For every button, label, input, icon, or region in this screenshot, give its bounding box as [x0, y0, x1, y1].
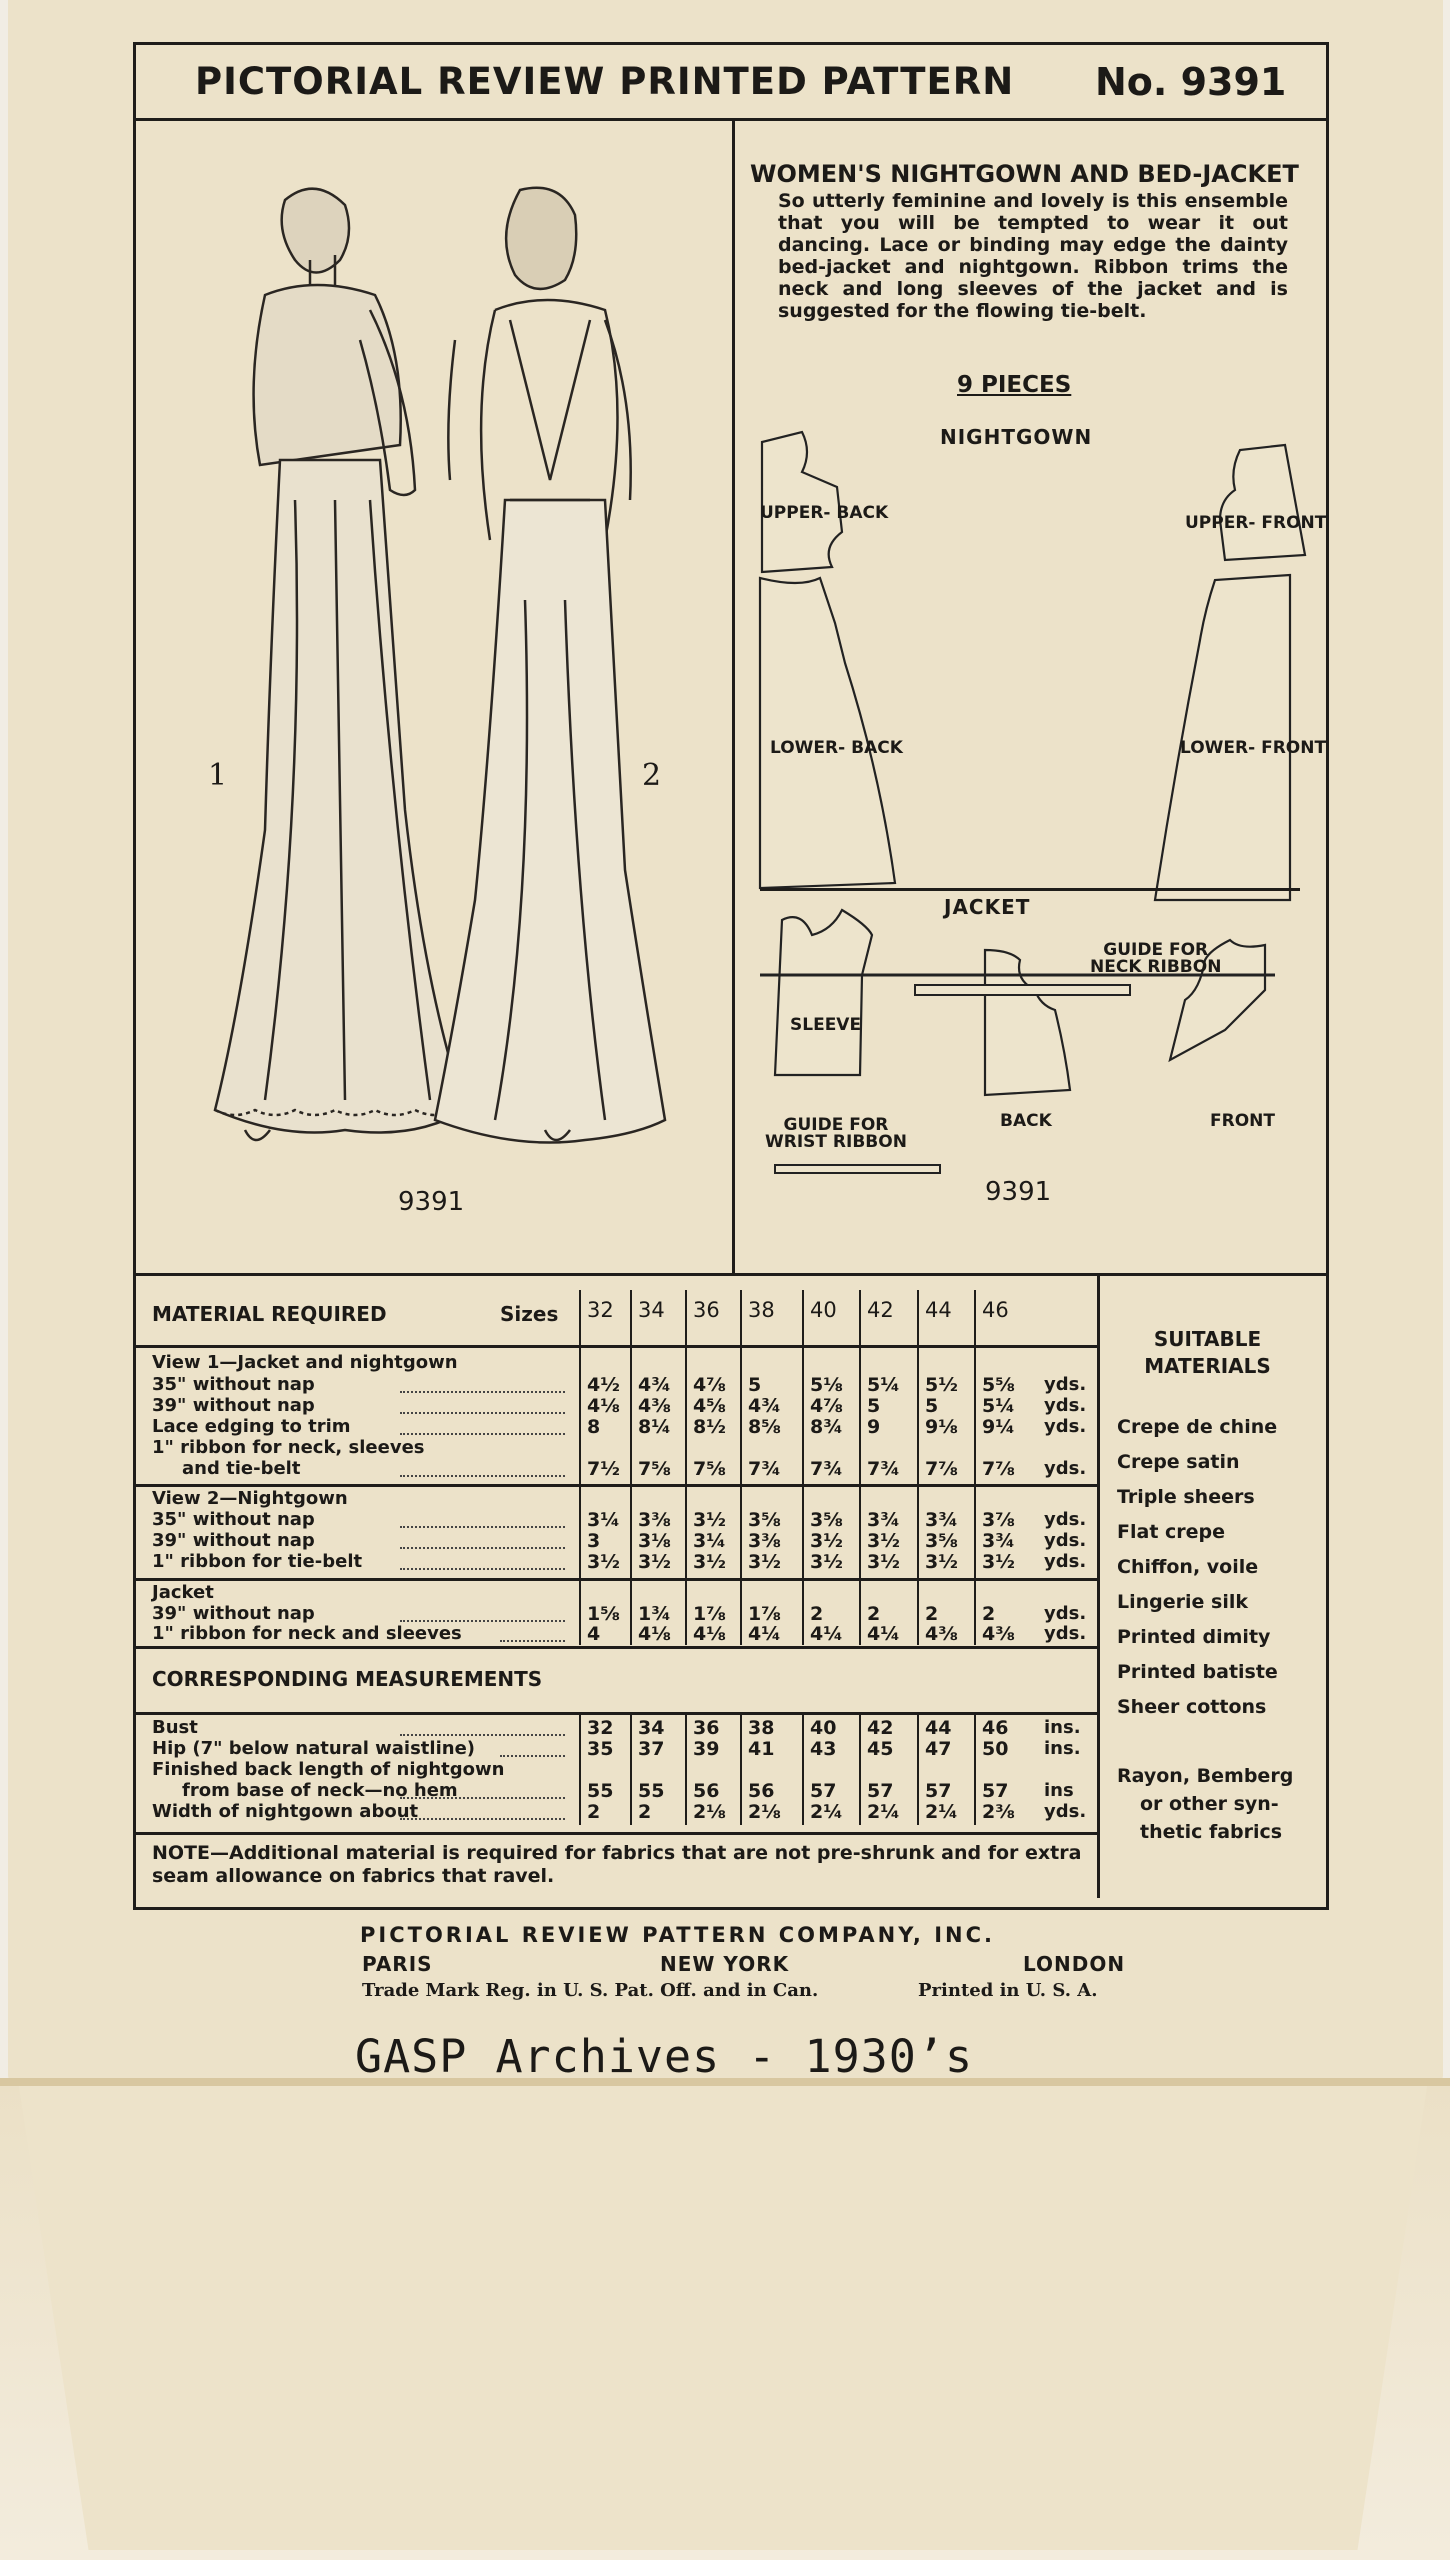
view2-title: View 2—Nightgown	[152, 1488, 348, 1509]
size-column-rule	[859, 1715, 861, 1825]
view2-value: 3½	[925, 1551, 958, 1573]
size-column-rule	[802, 1715, 804, 1825]
view1-value: 7⅞	[925, 1458, 958, 1480]
view-1-label: 1	[208, 758, 228, 793]
measure-unit: ins	[1044, 1780, 1074, 1801]
size-column-rule	[802, 1290, 804, 1645]
view1-value: 4⅞	[693, 1374, 726, 1396]
guide-wrist-ribbon: GUIDE FOR WRIST RIBBON	[765, 1115, 907, 1152]
view1-value: 8½	[693, 1416, 726, 1438]
envelope-flap-area	[0, 2080, 1450, 2560]
guide-neck-ribbon: GUIDE FOR NECK RIBBON	[1090, 940, 1222, 977]
view1-label: 35" without nap	[152, 1374, 315, 1395]
view1-value: 7⅝	[693, 1458, 726, 1480]
size-column-rule	[685, 1290, 687, 1645]
suitable-item: Lingerie silk	[1117, 1591, 1248, 1613]
view1-value: 8¾	[810, 1416, 843, 1438]
jacket-unit: yds.	[1044, 1623, 1087, 1644]
view1-label: 1" ribbon for neck, sleeves	[152, 1437, 425, 1458]
leader-dots	[400, 1796, 565, 1799]
size-column-rule	[859, 1290, 861, 1645]
size-header: 42	[867, 1298, 894, 1322]
view1-value: 8	[587, 1416, 601, 1438]
suitable-item: Chiffon, voile	[1117, 1556, 1259, 1578]
measure-value: 32	[587, 1717, 614, 1739]
size-column-rule	[974, 1290, 976, 1645]
measure-value: 2⅛	[693, 1801, 726, 1823]
measure-unit: ins.	[1044, 1717, 1081, 1738]
measure-label: Width of nightgown about	[152, 1801, 419, 1822]
measure-value: 46	[982, 1717, 1009, 1739]
view1-value: 4⅜	[638, 1395, 671, 1417]
view1-label: Lace edging to trim	[152, 1416, 351, 1437]
archive-watermark: GASP Archives - 1930’s	[355, 2030, 974, 2083]
view2-value: 3⅜	[638, 1509, 671, 1531]
view1-value: 7⅞	[982, 1458, 1015, 1480]
view2-value: 3¼	[693, 1530, 726, 1552]
measure-label: Bust	[152, 1717, 198, 1738]
view2-label: 1" ribbon for tie-belt	[152, 1551, 363, 1572]
nightgown-pieces-title: NIGHTGOWN	[940, 425, 1093, 449]
view1-value: 5⅝	[982, 1374, 1015, 1396]
view2-value: 3½	[693, 1551, 726, 1573]
jacket-value: 1⅞	[748, 1603, 781, 1625]
leader-dots	[400, 1390, 565, 1393]
company-name: PICTORIAL REVIEW PATTERN COMPANY, INC.	[360, 1923, 995, 1947]
jacket-value: 2	[925, 1603, 939, 1625]
suitable-item: Crepe de chine	[1117, 1416, 1278, 1438]
measure-value: 57	[982, 1780, 1009, 1802]
view2-value: 3⅝	[925, 1530, 958, 1552]
leader-dots	[500, 1639, 565, 1642]
leader-dots	[500, 1754, 565, 1757]
view1-value: 4⅝	[693, 1395, 726, 1417]
note-rule	[133, 1832, 1097, 1835]
view2-value: 3¾	[925, 1509, 958, 1531]
view2-label: 35" without nap	[152, 1509, 315, 1530]
suitable-item: Sheer cottons	[1117, 1696, 1267, 1718]
measure-value: 37	[638, 1738, 665, 1760]
trademark-text: Trade Mark Reg. in U. S. Pat. Off. and in Can.	[362, 1980, 819, 2001]
jacket-value: 4⅛	[638, 1623, 671, 1645]
measure-value: 50	[982, 1738, 1009, 1760]
pattern-title: PICTORIAL REVIEW PRINTED PATTERN	[195, 60, 1015, 103]
jacket-unit: yds.	[1044, 1603, 1087, 1624]
size-column-rule	[740, 1715, 742, 1825]
measure-value: 45	[867, 1738, 894, 1760]
view2-value: 3⅛	[638, 1530, 671, 1552]
jacket-label: 1" ribbon for neck and sleeves	[152, 1623, 462, 1644]
view1-value: 5¼	[867, 1374, 900, 1396]
fashion-illustration	[165, 170, 685, 1230]
size-column-rule	[740, 1290, 742, 1645]
view2-value: 3½	[810, 1530, 843, 1552]
measurements-heading: CORRESPONDING MEASUREMENTS	[152, 1667, 543, 1691]
view2-value: 3½	[587, 1551, 620, 1573]
leader-dots	[400, 1817, 565, 1820]
measure-value: 41	[748, 1738, 775, 1760]
leader-dots	[400, 1733, 565, 1736]
size-header: 40	[810, 1298, 837, 1322]
measure-value: 43	[810, 1738, 837, 1760]
measure-rule	[133, 1712, 1097, 1715]
printed-text: Printed in U. S. A.	[918, 1980, 1098, 2001]
view2-value: 3¼	[587, 1509, 620, 1531]
measure-value: 47	[925, 1738, 952, 1760]
jacket-value: 1⅞	[693, 1603, 726, 1625]
view2-value: 3½	[810, 1551, 843, 1573]
measure-value: 57	[925, 1780, 952, 1802]
measure-value: 2⅜	[982, 1801, 1015, 1823]
jacket-title: Jacket	[152, 1582, 214, 1603]
pieces-count: 9 PIECES	[957, 372, 1072, 398]
piece-upper-back: UPPER- BACK	[760, 503, 889, 523]
size-column-rule	[630, 1715, 632, 1825]
view1-value: 4⅛	[587, 1395, 620, 1417]
view1-value: 8⅝	[748, 1416, 781, 1438]
view1-value: 4¾	[748, 1395, 781, 1417]
suitable-item: Triple sheers	[1117, 1486, 1255, 1508]
view1-value: 4½	[587, 1374, 620, 1396]
jacket-rule	[133, 1578, 1097, 1581]
measure-value: 57	[867, 1780, 894, 1802]
measure-value: 55	[638, 1780, 665, 1802]
city-new-york: NEW YORK	[660, 1952, 790, 1976]
jacket-pieces-title: JACKET	[944, 895, 1031, 919]
size-header: 32	[587, 1298, 614, 1322]
view1-label: 39" without nap	[152, 1395, 315, 1416]
measure-value: 44	[925, 1717, 952, 1739]
suitable-extra: thetic fabrics	[1140, 1821, 1283, 1843]
view2-value: 3	[587, 1530, 601, 1552]
leader-dots	[400, 1525, 565, 1528]
leader-dots	[400, 1619, 565, 1622]
view1-title: View 1—Jacket and nightgown	[152, 1352, 458, 1373]
leader-dots	[400, 1567, 565, 1570]
size-column-rule	[685, 1715, 687, 1825]
view2-value: 3⅜	[748, 1530, 781, 1552]
measure-value: 38	[748, 1717, 775, 1739]
view1-value: 7¾	[748, 1458, 781, 1480]
description-title: WOMEN'S NIGHTGOWN AND BED-JACKET	[750, 160, 1299, 188]
measure-value: 2	[638, 1801, 652, 1823]
suitable-extra: or other syn-	[1140, 1793, 1279, 1815]
piece-sleeve: SLEEVE	[790, 1015, 862, 1035]
size-header: 46	[982, 1298, 1009, 1322]
pattern-number: No. 9391	[1095, 60, 1287, 104]
piece-lower-front: LOWER- FRONT	[1180, 738, 1327, 758]
size-header: 36	[693, 1298, 720, 1322]
note-text: NOTE—Additional material is required for fabrics that are not pre-shrunk and for extra seam allowance on fabrics that ravel.	[152, 1842, 1082, 1887]
view2-value: 3½	[748, 1551, 781, 1573]
jacket-value: 4	[587, 1623, 601, 1645]
pattern-pieces-diagram	[740, 430, 1320, 1210]
view1-value: 8¼	[638, 1416, 671, 1438]
piece-front: FRONT	[1210, 1111, 1275, 1131]
view1-unit: yds.	[1044, 1416, 1087, 1437]
jacket-value: 4¼	[867, 1623, 900, 1645]
jacket-value: 2	[867, 1603, 881, 1625]
view1-unit: yds.	[1044, 1395, 1087, 1416]
jacket-value: 1¾	[638, 1603, 671, 1625]
sizes-label: Sizes	[500, 1302, 559, 1326]
view1-value: 5	[867, 1395, 881, 1417]
view1-value: 9	[867, 1416, 881, 1438]
suitable-item: Flat crepe	[1117, 1521, 1226, 1543]
measure-value: 35	[587, 1738, 614, 1760]
size-column-rule	[917, 1715, 919, 1825]
suitable-item: Printed dimity	[1117, 1626, 1271, 1648]
leader-dots	[400, 1474, 565, 1477]
view-2-label: 2	[642, 758, 662, 793]
header-rule	[133, 118, 1326, 121]
table-top-rule	[133, 1273, 1326, 1276]
view1-value: 4⅞	[810, 1395, 843, 1417]
measure-label: Finished back length of nightgown	[152, 1759, 505, 1780]
jacket-value: 4⅛	[693, 1623, 726, 1645]
measure-label: from base of neck—no hem	[182, 1780, 458, 1801]
measure-value: 2¼	[810, 1801, 843, 1823]
measure-value: 39	[693, 1738, 720, 1760]
size-column-rule	[579, 1290, 581, 1645]
measure-value: 2	[587, 1801, 601, 1823]
suitable-heading: SUITABLE MATERIALS	[1144, 1327, 1271, 1378]
view1-value: 5½	[925, 1374, 958, 1396]
view1-value: 7⅝	[638, 1458, 671, 1480]
piece-lower-back: LOWER- BACK	[770, 738, 903, 758]
measure-value: 40	[810, 1717, 837, 1739]
jacket-value: 4⅜	[925, 1623, 958, 1645]
corr-rule	[133, 1646, 1097, 1649]
envelope-flap	[18, 2080, 1428, 2550]
view1-unit: yds.	[1044, 1458, 1087, 1479]
view2-value: 3½	[867, 1530, 900, 1552]
piece-back: BACK	[1000, 1111, 1052, 1131]
view1-value: 9¼	[982, 1416, 1015, 1438]
jacket-value: 2	[982, 1603, 996, 1625]
measure-unit: yds.	[1044, 1801, 1087, 1822]
suitable-item: Printed batiste	[1117, 1661, 1278, 1683]
measure-value: 34	[638, 1717, 665, 1739]
city-london: LONDON	[1023, 1952, 1126, 1976]
view2-unit: yds.	[1044, 1530, 1087, 1551]
view2-value: 3½	[867, 1551, 900, 1573]
view2-label: 39" without nap	[152, 1530, 315, 1551]
view2-value: 3⅝	[748, 1509, 781, 1531]
suitable-item: Crepe satin	[1117, 1451, 1240, 1473]
view2-rule	[133, 1484, 1097, 1487]
measure-value: 42	[867, 1717, 894, 1739]
illustration-style-number: 9391	[398, 1187, 465, 1217]
size-header: 44	[925, 1298, 952, 1322]
city-paris: PARIS	[362, 1952, 433, 1976]
material-rule	[133, 1345, 1097, 1348]
measure-value: 2¼	[925, 1801, 958, 1823]
jacket-value: 4¼	[810, 1623, 843, 1645]
piece-upper-front: UPPER- FRONT	[1185, 513, 1327, 533]
view2-unit: yds.	[1044, 1551, 1087, 1572]
view2-value: 3½	[693, 1509, 726, 1531]
measure-label: Hip (7" below natural waistline)	[152, 1738, 475, 1759]
measure-value: 56	[748, 1780, 775, 1802]
size-column-rule	[630, 1290, 632, 1645]
pieces-divider	[760, 888, 1300, 891]
view2-value: 3¾	[867, 1509, 900, 1531]
measure-value: 2⅛	[748, 1801, 781, 1823]
illustration-divider	[732, 121, 735, 1273]
material-heading: MATERIAL REQUIRED	[152, 1302, 387, 1326]
view1-value: 5	[748, 1374, 762, 1396]
size-column-rule	[917, 1290, 919, 1645]
view2-unit: yds.	[1044, 1509, 1087, 1530]
jacket-value: 4⅜	[982, 1623, 1015, 1645]
measure-value: 36	[693, 1717, 720, 1739]
jacket-value: 2	[810, 1603, 824, 1625]
view1-value: 9⅛	[925, 1416, 958, 1438]
view2-value: 3½	[982, 1551, 1015, 1573]
jacket-value: 4¼	[748, 1623, 781, 1645]
size-header: 34	[638, 1298, 665, 1322]
view2-value: 3⅞	[982, 1509, 1015, 1531]
measure-unit: ins.	[1044, 1738, 1081, 1759]
size-column-rule	[974, 1715, 976, 1825]
view1-value: 7¾	[810, 1458, 843, 1480]
jacket-value: 1⅝	[587, 1603, 620, 1625]
measure-value: 57	[810, 1780, 837, 1802]
view1-value: 5	[925, 1395, 939, 1417]
view1-value: 7½	[587, 1458, 620, 1480]
suitable-extra: Rayon, Bemberg	[1117, 1765, 1294, 1787]
measure-value: 55	[587, 1780, 614, 1802]
view2-value: 3⅝	[810, 1509, 843, 1531]
size-header: 38	[748, 1298, 775, 1322]
view1-value: 4¾	[638, 1374, 671, 1396]
view2-value: 3½	[638, 1551, 671, 1573]
measure-value: 2¼	[867, 1801, 900, 1823]
view1-value: 5⅛	[810, 1374, 843, 1396]
view1-label: and tie-belt	[182, 1458, 301, 1479]
jacket-label: 39" without nap	[152, 1603, 315, 1624]
pieces-style-number: 9391	[985, 1177, 1052, 1207]
leader-dots	[400, 1411, 565, 1414]
view2-value: 3¾	[982, 1530, 1015, 1552]
view1-value: 7¾	[867, 1458, 900, 1480]
measure-value: 56	[693, 1780, 720, 1802]
size-column-rule	[579, 1715, 581, 1825]
description-body: So utterly feminine and lovely is this ensemble that you will be tempted to wear it out dancing. Lace or binding may edge the dainty bed-jacket and nightgown. Ribbon trims the neck and long sleeves of the jacket and is suggested for the flowing tie-belt.	[778, 190, 1288, 322]
view1-value: 5¼	[982, 1395, 1015, 1417]
leader-dots	[400, 1432, 565, 1435]
leader-dots	[400, 1546, 565, 1549]
view1-unit: yds.	[1044, 1374, 1087, 1395]
